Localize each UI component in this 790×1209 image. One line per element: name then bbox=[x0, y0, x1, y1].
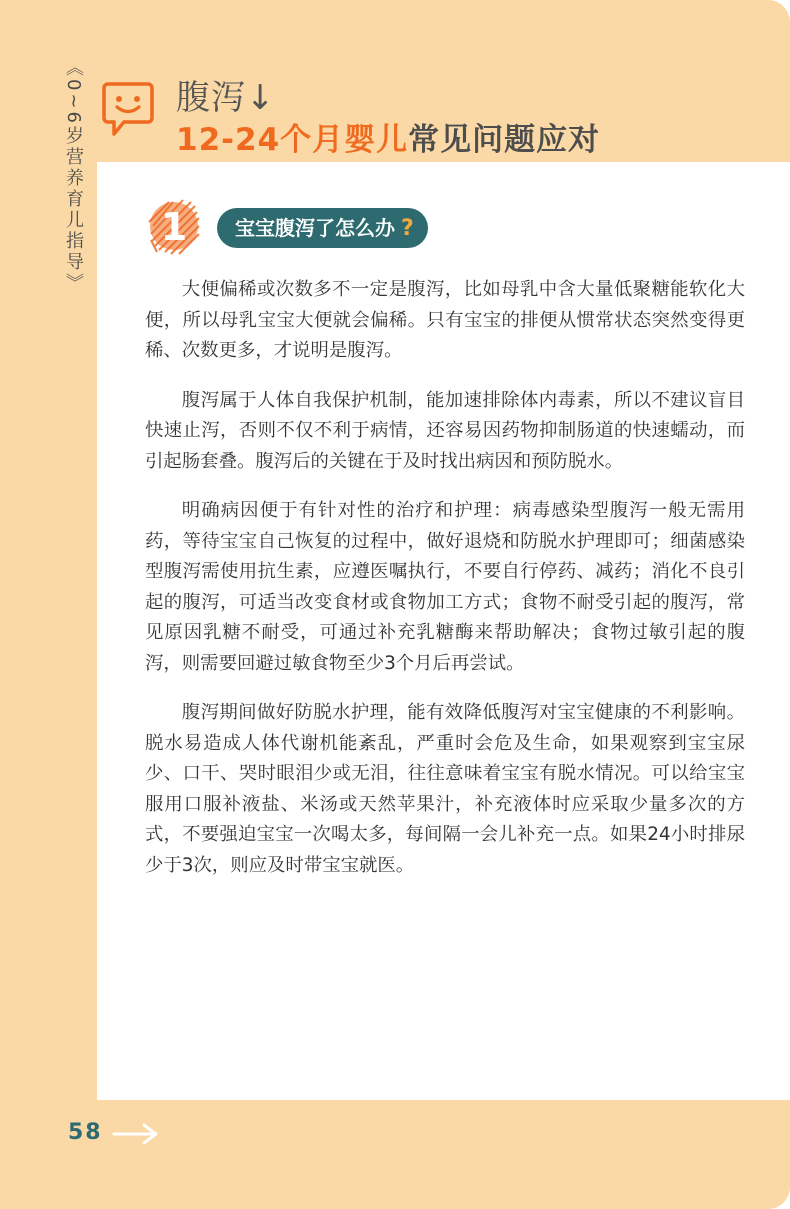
section-number: 1 bbox=[160, 205, 188, 249]
subtitle-rest: 常见问题应对 bbox=[408, 122, 601, 158]
subtitle-highlight: 12-24个月婴儿 bbox=[176, 122, 409, 158]
article-body bbox=[145, 275, 745, 900]
paragraph: 腹泻期间做好防脱水护理，能有效降低腹泻对宝宝健康的不利影响。脱水易造成人体代谢机能紊乱，严重时会危及生命，如果观察到宝宝尿少、口干、哭时眼泪少或无泪，往往意味着宝宝有脱水情况。可以给宝宝服用口服补液盐、米汤或天然苹果汁，补充液体时应采取少量多次的方式，不要强迫宝宝一次喝太多，每间隔一会儿补充一点。如果24小时排尿少于3次，则应及时带宝宝就医。 bbox=[145, 702, 745, 876]
paragraph: 腹泻属于人体自我保护机制，能加速排除体内毒素，所以不建议盲目快速止泻，否则不仅不利于病情，还容易因药物抑制肠道的快速蠕动，而引起肠套叠。腹泻后的关键在于及时找出病因和预防脱水。 bbox=[145, 389, 745, 472]
chat-smile-icon bbox=[102, 80, 154, 138]
right-arrow-icon bbox=[112, 1122, 160, 1146]
book-title-spine: 《0~6岁营养育儿指导》 bbox=[63, 58, 84, 294]
section-title: 宝宝腹泻了怎么办 bbox=[235, 216, 395, 240]
paragraph: 大便偏稀或次数多不一定是腹泻，比如母乳中含大量低聚糖能软化大便，所以母乳宝宝大便就会偏稀。只有宝宝的排便从惯常状态突然变得更稀、次数更多，才说明是腹泻。 bbox=[145, 279, 745, 361]
header-title: 腹泻↓ bbox=[176, 78, 276, 118]
page-number: 58 bbox=[68, 1120, 103, 1145]
header-subtitle bbox=[176, 114, 600, 159]
paragraph: 明确病因便于有针对性的治疗和护理：病毒感染型腹泻一般无需用药，等待宝宝自己恢复的过程中，做好退烧和防脱水护理即可；细菌感染型腹泻需使用抗生素，应遵医嘱执行，不要自行停药、减药；消化不良引起的腹泻，可适当改变食材或食物加工方式；食物不耐受引起的腹泻，常见原因乳糖不耐受，可通过补充乳糖酶来帮助解决；食物过敏引起的腹泻，则需要回避过敏食物至少3个月后再尝试。 bbox=[145, 500, 745, 674]
section-title-pill bbox=[217, 208, 428, 248]
question-mark-icon: ? bbox=[401, 216, 414, 241]
section-number-badge bbox=[143, 196, 203, 256]
